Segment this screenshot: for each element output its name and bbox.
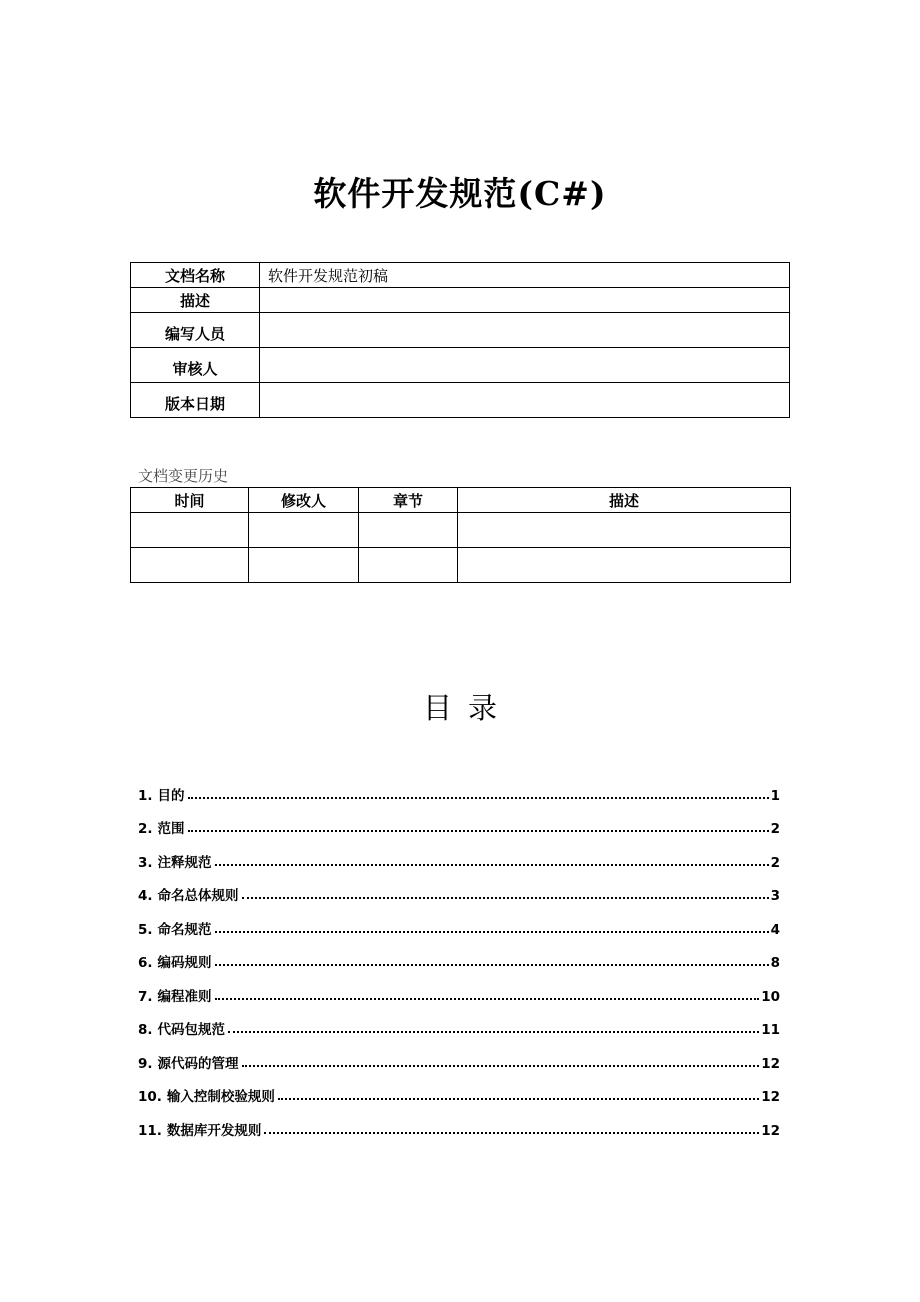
toc-dot-leader bbox=[264, 1132, 759, 1134]
toc-dot-leader bbox=[215, 998, 760, 1000]
history-header-time: 时间 bbox=[131, 488, 249, 513]
info-value-name: 软件开发规范初稿 bbox=[260, 263, 790, 288]
history-header-section: 章节 bbox=[359, 488, 458, 513]
toc-item-text: 命名总体规则 bbox=[157, 888, 239, 904]
toc-item-number: 5. bbox=[138, 921, 153, 938]
toc-item-number: 1. bbox=[138, 787, 153, 804]
toc-item-text: 目的 bbox=[157, 787, 185, 804]
document-info-table bbox=[130, 262, 790, 418]
toc-item-text: 编程准则 bbox=[157, 988, 212, 1005]
history-cell bbox=[458, 548, 791, 583]
info-value-description bbox=[260, 288, 790, 313]
toc-dot-leader bbox=[215, 931, 769, 933]
toc-item-number: 4. bbox=[138, 888, 153, 904]
toc-item-page: 4 bbox=[770, 921, 780, 938]
info-key-reviewer: 审核人 bbox=[131, 348, 260, 383]
history-row bbox=[131, 513, 791, 548]
history-cell bbox=[249, 513, 359, 548]
info-value-author bbox=[260, 313, 790, 348]
history-cell bbox=[249, 548, 359, 583]
toc-item-number: 9. bbox=[138, 1055, 153, 1072]
history-cell bbox=[131, 548, 249, 583]
history-cell bbox=[359, 513, 458, 548]
toc-item-page: 10 bbox=[761, 988, 780, 1005]
toc-item-text: 输入控制校验规则 bbox=[166, 1089, 275, 1105]
toc-item-number: 8. bbox=[138, 1022, 153, 1038]
info-key-name: 文档名称 bbox=[131, 263, 260, 288]
info-key-version-date: 版本日期 bbox=[131, 383, 260, 418]
toc-dot-leader bbox=[188, 830, 769, 832]
info-row-version-date bbox=[131, 383, 790, 418]
toc-item-page: 3 bbox=[770, 888, 780, 904]
toc-item[interactable] bbox=[138, 770, 780, 804]
toc-item-text: 范围 bbox=[157, 821, 185, 837]
toc-item[interactable] bbox=[138, 1005, 780, 1039]
toc-item-page: 12 bbox=[761, 1055, 780, 1072]
history-header-row bbox=[131, 488, 791, 513]
history-cell bbox=[458, 513, 791, 548]
info-row-author bbox=[131, 313, 790, 348]
toc-title: 目录 bbox=[422, 691, 513, 725]
toc-item-page: 11 bbox=[761, 1022, 780, 1038]
toc-item-number: 7. bbox=[138, 988, 153, 1005]
toc-item-page: 12 bbox=[761, 1122, 780, 1139]
toc-dot-leader bbox=[242, 1065, 760, 1067]
info-key-description: 描述 bbox=[131, 288, 260, 313]
toc-item-page: 8 bbox=[770, 955, 780, 971]
info-key-author: 编写人员 bbox=[131, 313, 260, 348]
toc-item-text: 编码规则 bbox=[157, 955, 212, 971]
info-value-version-date bbox=[260, 383, 790, 418]
toc-item-number: 11. bbox=[138, 1122, 162, 1139]
toc-dot-leader bbox=[215, 864, 769, 866]
toc-item[interactable] bbox=[138, 971, 780, 1005]
toc-item-text: 代码包规范 bbox=[157, 1022, 226, 1038]
toc-item-text: 源代码的管理 bbox=[157, 1055, 239, 1072]
toc-item-text: 数据库开发规则 bbox=[166, 1122, 262, 1139]
toc-item-page: 1 bbox=[770, 787, 780, 804]
toc-item[interactable] bbox=[138, 837, 780, 871]
toc-item-page: 2 bbox=[770, 821, 780, 837]
toc-item[interactable] bbox=[138, 904, 780, 938]
toc-item-number: 10. bbox=[138, 1089, 162, 1105]
toc-dot-leader bbox=[215, 964, 769, 966]
toc-item[interactable] bbox=[138, 1038, 780, 1072]
toc-item[interactable] bbox=[138, 804, 780, 838]
toc-item-number: 2. bbox=[138, 821, 153, 837]
info-row-name bbox=[131, 263, 790, 288]
toc-item-page: 2 bbox=[770, 854, 780, 871]
toc-item[interactable] bbox=[138, 871, 780, 905]
toc-item[interactable] bbox=[138, 938, 780, 972]
change-history-table bbox=[130, 487, 791, 583]
history-header-description: 描述 bbox=[458, 488, 791, 513]
toc-item-number: 3. bbox=[138, 854, 153, 871]
history-header-modifier: 修改人 bbox=[249, 488, 359, 513]
history-caption: 文档变更历史 bbox=[138, 467, 229, 485]
document-title: 软件开发规范(C#) bbox=[313, 174, 607, 213]
toc-item[interactable] bbox=[138, 1105, 780, 1139]
history-row bbox=[131, 548, 791, 583]
toc-dot-leader bbox=[278, 1098, 759, 1100]
toc-dot-leader bbox=[188, 797, 769, 799]
table-of-contents bbox=[138, 770, 780, 1139]
history-cell bbox=[359, 548, 458, 583]
info-value-reviewer bbox=[260, 348, 790, 383]
toc-item[interactable] bbox=[138, 1072, 780, 1106]
toc-item-page: 12 bbox=[761, 1089, 780, 1105]
info-row-description bbox=[131, 288, 790, 313]
toc-dot-leader bbox=[242, 897, 769, 899]
toc-item-text: 注释规范 bbox=[157, 854, 212, 871]
toc-item-number: 6. bbox=[138, 955, 153, 971]
toc-item-text: 命名规范 bbox=[157, 921, 212, 938]
info-row-reviewer bbox=[131, 348, 790, 383]
history-cell bbox=[131, 513, 249, 548]
toc-dot-leader bbox=[228, 1031, 759, 1033]
